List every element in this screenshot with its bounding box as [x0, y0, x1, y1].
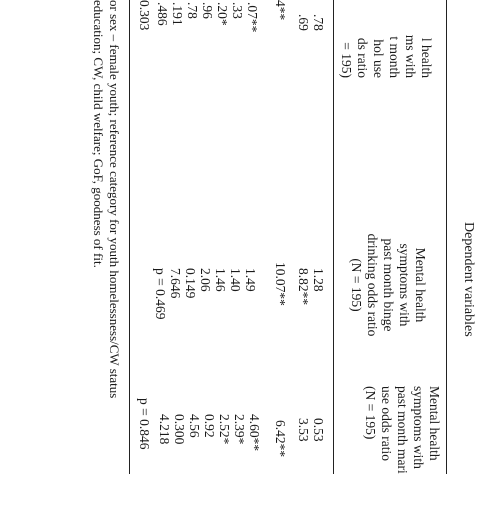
table-cell: .33 — [230, 2, 245, 19]
table-cell: .191 — [170, 2, 185, 26]
col3-header-line: Mental health — [427, 386, 442, 461]
table-cell: 4.56 — [187, 414, 202, 438]
col1-header-line: l health — [419, 37, 434, 78]
table-cell: p = 0.469 — [153, 268, 168, 320]
col2-header-line: past month binge — [381, 238, 396, 332]
table-note: or sex – female youth; reference category for youth homelessness/CW status — [107, 0, 122, 399]
table-cell: 4** — [273, 0, 288, 21]
table-cell: .78 — [311, 14, 326, 31]
col3-header-line: (N = 195) — [363, 386, 378, 440]
table-cell: p = 0.846 — [137, 398, 152, 450]
table-cell: 2.52* — [217, 414, 232, 445]
table-cell: 1.46 — [213, 268, 228, 292]
table-note: education; CW, child welfare; GoF, goodness of fit. — [91, 0, 106, 268]
table-cell: 4.60** — [247, 414, 262, 452]
col3-values — [296, 418, 326, 442]
table-cell: .07** — [245, 2, 260, 33]
col2-header-line: symptoms with — [397, 243, 412, 327]
table-cell: 2.06 — [198, 268, 213, 292]
table-cell: 0.53 — [311, 418, 326, 442]
col3-header-line: use odds ratio — [379, 386, 394, 461]
col1-header-line: ds ratio — [355, 37, 370, 78]
col2-header-line: (N = 195) — [349, 258, 364, 312]
col1-values — [296, 14, 326, 31]
col1-header-line: t month — [387, 36, 402, 78]
table-cell: .78 — [185, 2, 200, 19]
table-cell: 0.300 — [172, 414, 187, 445]
col2-header-line: drinking odds ratio — [365, 233, 380, 337]
table-cell: 3.53 — [296, 418, 311, 442]
header-rule — [333, 0, 334, 474]
bottom-rule — [129, 0, 130, 474]
table-cell: 1.28 — [311, 268, 326, 292]
col2-header-line: Mental health — [413, 247, 428, 323]
table-cell: .69 — [296, 14, 311, 31]
table-cell: 2.39* — [232, 414, 247, 445]
table-cell: 0.92 — [202, 414, 217, 438]
table-cell: 0.149 — [183, 268, 198, 299]
table-cell: 8.82** — [296, 268, 311, 306]
spanner-rule — [446, 0, 447, 474]
col2-values — [296, 268, 326, 305]
col2-header — [348, 215, 428, 355]
col3-header — [362, 386, 442, 506]
table-cell: 1.40 — [228, 268, 243, 292]
col1-header-line: hol use — [371, 39, 386, 78]
table-cell: 6.42** — [273, 420, 288, 458]
table-cell: 7.646 — [168, 268, 183, 299]
table-cell: .20* — [215, 2, 230, 26]
col3-header-line: past month mari — [395, 386, 410, 474]
table-cell: .486 — [155, 2, 170, 26]
col1-header-line: = 195) — [339, 42, 354, 78]
table-cell: 10.07** — [273, 262, 288, 306]
table-cell: 0.303 — [137, 0, 152, 31]
col3-header-line: symptoms with — [411, 386, 426, 469]
spanner-label: Dependent variables — [461, 222, 476, 337]
col1-header-line: ms with — [403, 34, 418, 78]
col1-values — [155, 2, 260, 32]
col3-values — [157, 414, 262, 451]
table-cell: .96 — [200, 2, 215, 19]
table-cell: 1.49 — [243, 268, 258, 292]
col1-header — [338, 0, 434, 78]
table-cell: 4.218 — [157, 414, 172, 445]
col2-values — [153, 268, 258, 320]
